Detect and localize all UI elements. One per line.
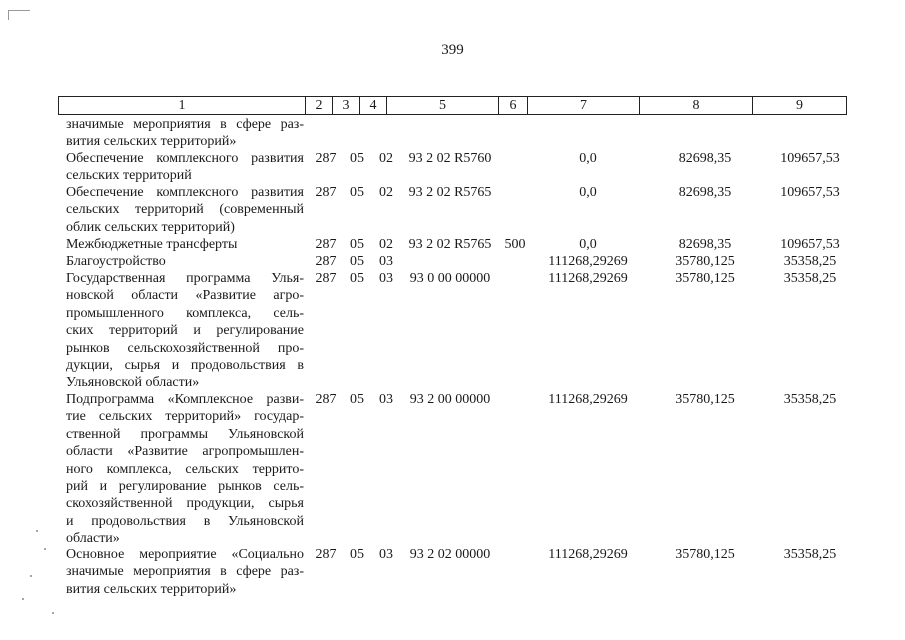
page-number: 399 [441, 42, 464, 58]
row-name-line: Подпрограмма «Комплексное разви- [66, 392, 304, 407]
row-name-line: рий и регулирование рынков сель- [66, 479, 304, 495]
row-name-line: скохозяйственной продукции, сырья [66, 496, 304, 512]
row-name-line: тие сельских территорий» государ- [66, 409, 304, 425]
row-cell-col-4: 03 [379, 547, 393, 562]
row-cell-col-2: 287 [315, 271, 337, 286]
row-name-line: Ульяновской области» [66, 375, 200, 391]
row-name-cell [66, 150, 304, 185]
row-cell-col-3: 05 [350, 185, 364, 200]
row-cell-col-4: 03 [379, 392, 393, 407]
row-cell-col-3: 05 [350, 271, 364, 286]
row-name-line: области «Развитие агропромышлен- [66, 444, 304, 460]
row-name-line: ного комплекса, сельских террито- [66, 461, 304, 477]
row-cell-col-4: 02 [379, 185, 393, 200]
row-cell-col-4: 03 [379, 271, 393, 286]
row-cell-col-9: 109657,53 [780, 185, 840, 200]
row-name-line: значимые мероприятия в сфере раз- [66, 117, 304, 132]
row-name-line: и продовольствия в Ульяновской [66, 513, 304, 529]
row-name-cell [66, 391, 304, 548]
row-name-line: рынков сельскохозяйственной про- [66, 340, 304, 356]
row-cell-col-2: 287 [315, 151, 337, 166]
row-name-line: Государственная программа Улья- [66, 271, 304, 286]
row-name-cell [66, 546, 304, 598]
row-name-line: Благоустройство [66, 254, 166, 269]
scan-edge-mark [8, 10, 30, 11]
row-name-line: ских территорий и регулирование [66, 323, 304, 339]
scan-speck [22, 598, 24, 600]
row-cell-col-3: 05 [350, 392, 364, 407]
row-cell-col-2: 287 [315, 254, 337, 269]
row-name-line: Обеспечение комплексного развития [66, 151, 304, 166]
row-cell-col-9: 35358,25 [783, 254, 837, 269]
column-header-4: 4 [360, 97, 387, 114]
row-cell-col-5: 93 2 00 00000 [409, 392, 491, 407]
row-cell-col-6: 500 [504, 237, 526, 252]
row-cell-col-3: 05 [350, 254, 364, 269]
row-cell-col-7: 0,0 [579, 185, 597, 200]
row-name-line: области» [66, 531, 120, 547]
table-header-row [58, 96, 847, 115]
row-cell-col-2: 287 [315, 547, 337, 562]
scan-speck [52, 612, 54, 614]
row-cell-col-8: 82698,35 [678, 237, 732, 252]
row-name-cell [66, 270, 304, 392]
column-header-6: 6 [499, 97, 528, 114]
row-cell-col-9: 35358,25 [783, 392, 837, 407]
row-cell-col-9: 35358,25 [783, 271, 837, 286]
row-name-line: ственной программы Ульяновской [66, 426, 304, 442]
column-header-1: 1 [59, 97, 306, 114]
row-cell-col-8: 35780,125 [675, 547, 735, 562]
row-cell-col-7: 0,0 [579, 151, 597, 166]
row-cell-col-7: 111268,29269 [548, 392, 628, 407]
row-cell-col-8: 35780,125 [675, 254, 735, 269]
column-header-5: 5 [387, 97, 499, 114]
row-cell-col-4: 03 [379, 254, 393, 269]
row-cell-col-7: 0,0 [579, 237, 597, 252]
row-cell-col-8: 35780,125 [675, 392, 735, 407]
row-name-line: облик сельских территорий) [66, 219, 235, 235]
column-header-2: 2 [306, 97, 333, 114]
row-name-line: сельских территорий [66, 168, 192, 184]
row-name-cell [66, 184, 304, 236]
row-cell-col-2: 287 [315, 185, 337, 200]
row-name-line: Обеспечение комплексного развития [66, 185, 304, 200]
row-cell-col-8: 82698,35 [678, 151, 732, 166]
row-name-line: Межбюджетные трансферты [66, 237, 238, 252]
scan-edge-mark-vertical [8, 10, 9, 20]
row-cell-col-3: 05 [350, 151, 364, 166]
row-cell-col-7: 111268,29269 [548, 271, 628, 286]
row-name-line: новской области «Развитие агро- [66, 288, 304, 304]
column-header-8: 8 [640, 97, 753, 114]
row-name-cell [66, 116, 304, 151]
row-cell-col-5: 93 2 02 R5760 [408, 151, 492, 166]
row-name-line: сельских территорий (современный [66, 202, 304, 218]
row-cell-col-5: 93 2 02 R5765 [408, 185, 492, 200]
row-name-cell [66, 236, 304, 253]
row-name-line: вития сельских территорий» [66, 134, 237, 150]
scan-speck [36, 530, 38, 532]
row-name-line: Основное мероприятие «Социально [66, 547, 304, 562]
row-name-cell [66, 253, 304, 270]
row-cell-col-5: 93 0 00 00000 [409, 271, 491, 286]
column-header-3: 3 [333, 97, 360, 114]
row-cell-col-2: 287 [315, 237, 337, 252]
scan-speck [30, 575, 32, 577]
row-cell-col-8: 82698,35 [678, 185, 732, 200]
row-name-line: дукции, сырья и продовольствия в [66, 358, 304, 374]
row-cell-col-3: 05 [350, 547, 364, 562]
row-cell-col-5: 93 2 02 00000 [409, 547, 491, 562]
row-cell-col-4: 02 [379, 237, 393, 252]
row-name-line: значимые мероприятия в сфере раз- [66, 564, 304, 580]
row-name-line: промышленного комплекса, сель- [66, 305, 304, 321]
row-cell-col-7: 111268,29269 [548, 254, 628, 269]
row-cell-col-9: 109657,53 [780, 237, 840, 252]
scan-speck [44, 548, 46, 550]
row-cell-col-2: 287 [315, 392, 337, 407]
row-cell-col-5: 93 2 02 R5765 [408, 237, 492, 252]
column-header-7: 7 [528, 97, 640, 114]
row-cell-col-8: 35780,125 [675, 271, 735, 286]
row-cell-col-9: 35358,25 [783, 547, 837, 562]
column-header-9: 9 [796, 98, 803, 113]
row-cell-col-3: 05 [350, 237, 364, 252]
row-cell-col-9: 109657,53 [780, 151, 840, 166]
row-cell-col-7: 111268,29269 [548, 547, 628, 562]
row-name-line: вития сельских территорий» [66, 581, 237, 597]
row-cell-col-4: 02 [379, 151, 393, 166]
